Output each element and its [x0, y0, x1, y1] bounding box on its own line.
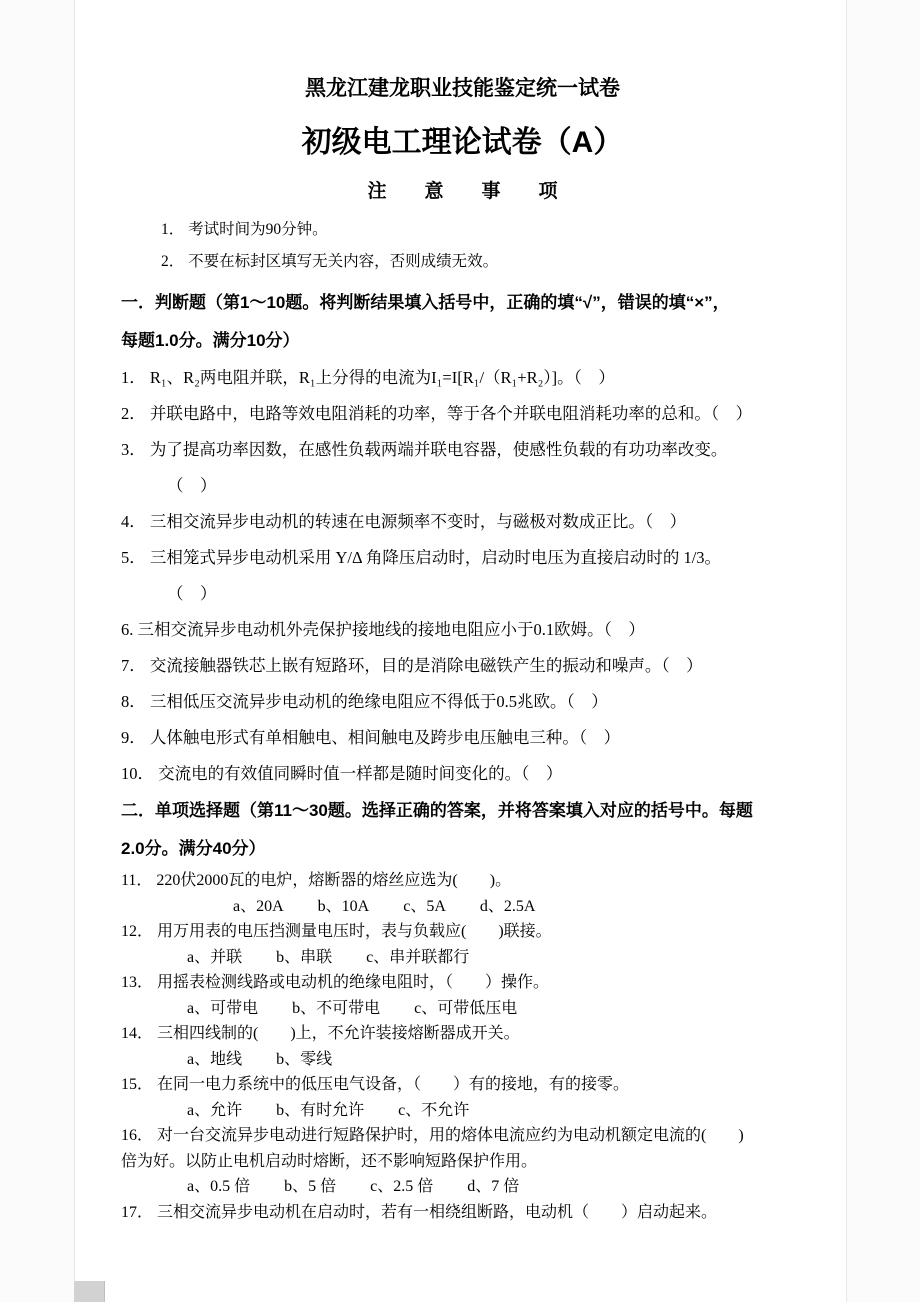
next-page-corner-fragment: [74, 1281, 105, 1302]
judge-question-9: 9． 人体触电形式有单相触电、相间触电及跨步电压触电三种。（ ）: [121, 728, 621, 747]
mc-q13-option-b: b、不可带电: [292, 999, 381, 1017]
mc-q16-option-d: d、7 倍: [467, 1178, 520, 1195]
mc-q14-option-b: b、零线: [276, 1050, 333, 1068]
mc-q14-option-a: a、地线: [187, 1050, 243, 1068]
mc-question-15-options: [121, 1098, 804, 1124]
judge-question-3: 3． 为了提高功率因数，在感性负载两端并联电容器，使感性负载的有功功率改变。: [121, 440, 728, 459]
mc-question-11: 11． 220伏2000瓦的电炉，熔断器的熔丝应选为( )。: [121, 872, 512, 889]
section2-heading-line1: 二．单项选择题（第11～30题。选择正确的答案，并将答案填入对应的括号中。每题: [121, 801, 753, 820]
judge-question-2: 2． 并联电路中，电路等效电阻消耗的功率，等于各个并联电阻消耗功率的总和。（ ）: [121, 404, 753, 423]
mc-q16-option-a: a、0.5 倍: [187, 1178, 251, 1195]
mc-question-12: 12． 用万用表的电压挡测量电压时，表与负载应( )联接。: [121, 923, 552, 940]
section1-heading-line1: 一．判断题（第1～10题。将判断结果填入括号中，正确的填“√”，错误的填“×”，: [121, 293, 730, 312]
judge-question-4: 4． 三相交流异步电动机的转速在电源频率不变时，与磁极对数成正比。（ ）: [121, 512, 687, 531]
mc-question-11-options: [121, 894, 804, 920]
judge-question-8: 8． 三相低压交流异步电动机的绝缘电阻应不得低于0.5兆欧。（ ）: [121, 692, 608, 711]
doc-org-title: 黑龙江建龙职业技能鉴定统一试卷: [305, 77, 620, 100]
mc-question-17: 17． 三相交流异步电动机在启动时，若有一相绕组断路，电动机（ ）启动起来。: [121, 1203, 718, 1221]
mc-q15-option-a: a、允许: [187, 1101, 243, 1119]
mc-question-13-options: [121, 996, 804, 1022]
document-page: [74, 0, 847, 1302]
mc-q12-option-b: b、串联: [276, 948, 333, 966]
judge-question-5: 5． 三相笼式异步电动机采用 Y/Δ 角降压启动时，启动时电压为直接启动时的 1/3。: [121, 548, 722, 567]
mc-q11-option-b: b、10A: [317, 897, 370, 915]
mc-q16-option-c: c、2.5 倍: [370, 1178, 434, 1195]
mc-q12-option-a: a、并联: [187, 948, 243, 966]
notice-item-2: 2． 不要在标封区填写无关内容，否则成绩无效。: [161, 253, 499, 270]
notice-heading: 注 意 事 项: [367, 181, 558, 202]
mc-q15-option-c: c、不允许: [398, 1101, 470, 1119]
mc-question-15: 15． 在同一电力系统中的低压电气设备，（ ）有的接地，有的接零。: [121, 1076, 630, 1093]
mc-q13-option-c: c、可带低压电: [414, 999, 518, 1017]
mc-q11-option-a: a、20A: [233, 897, 284, 915]
mc-question-14-options: [121, 1047, 804, 1073]
mc-question-13: 13． 用摇表检测线路或电动机的绝缘电阻时，（ ）操作。: [121, 974, 550, 991]
mc-question-16-line1: 16． 对一台交流异步电动进行短路保护时，用的熔体电流应约为电动机额定电流的( ): [121, 1127, 744, 1144]
section2-heading-line2: 2.0分。满分40分）: [121, 839, 266, 858]
mc-q13-option-a: a、可带电: [187, 999, 259, 1017]
mc-question-16-line2: 倍为好。以防止电机启动时熔断，还不影响短路保护作用。: [121, 1152, 538, 1170]
judge-question-7: 7． 交流接触器铁芯上嵌有短路环，目的是消除电磁铁产生的振动和噪声。（ ）: [121, 656, 703, 675]
judge-question-3-bracket: （ ）: [167, 476, 217, 495]
mc-question-14: 14． 三相四线制的( )上，不允许装接熔断器成开关。: [121, 1025, 520, 1042]
mc-question-12-options: [121, 945, 804, 971]
judge-question-6: 6. 三相交流异步电动机外壳保护接地线的接地电阻应小于0.1欧姆。（ ）: [121, 620, 645, 639]
mc-q12-option-c: c、串并联都行: [366, 948, 470, 966]
mc-question-16-options: [121, 1174, 804, 1200]
judge-question-5-bracket: （ ）: [167, 584, 217, 603]
section1-heading-line2: 每题1.0分。满分10分）: [121, 331, 300, 350]
mc-q15-option-b: b、有时允许: [276, 1101, 365, 1119]
mc-q11-option-d: d、2.5A: [479, 897, 536, 915]
mc-q16-option-b: b、5 倍: [284, 1178, 337, 1195]
mc-q11-option-c: c、5A: [403, 897, 446, 915]
judge-question-10: 10． 交流电的有效值同瞬时值一样都是随时间变化的。（ ）: [121, 764, 563, 783]
notice-item-1: 1． 考试时间为90分钟。: [161, 221, 328, 238]
judge-question-1: 1． R₁、R₂两电阻并联，R₁上分得的电流为I₁=I[R₁/（R₁+R₂）]。（ ）: [121, 368, 615, 387]
exam-paper-title: 初级电工理论试卷（A）: [301, 126, 624, 159]
